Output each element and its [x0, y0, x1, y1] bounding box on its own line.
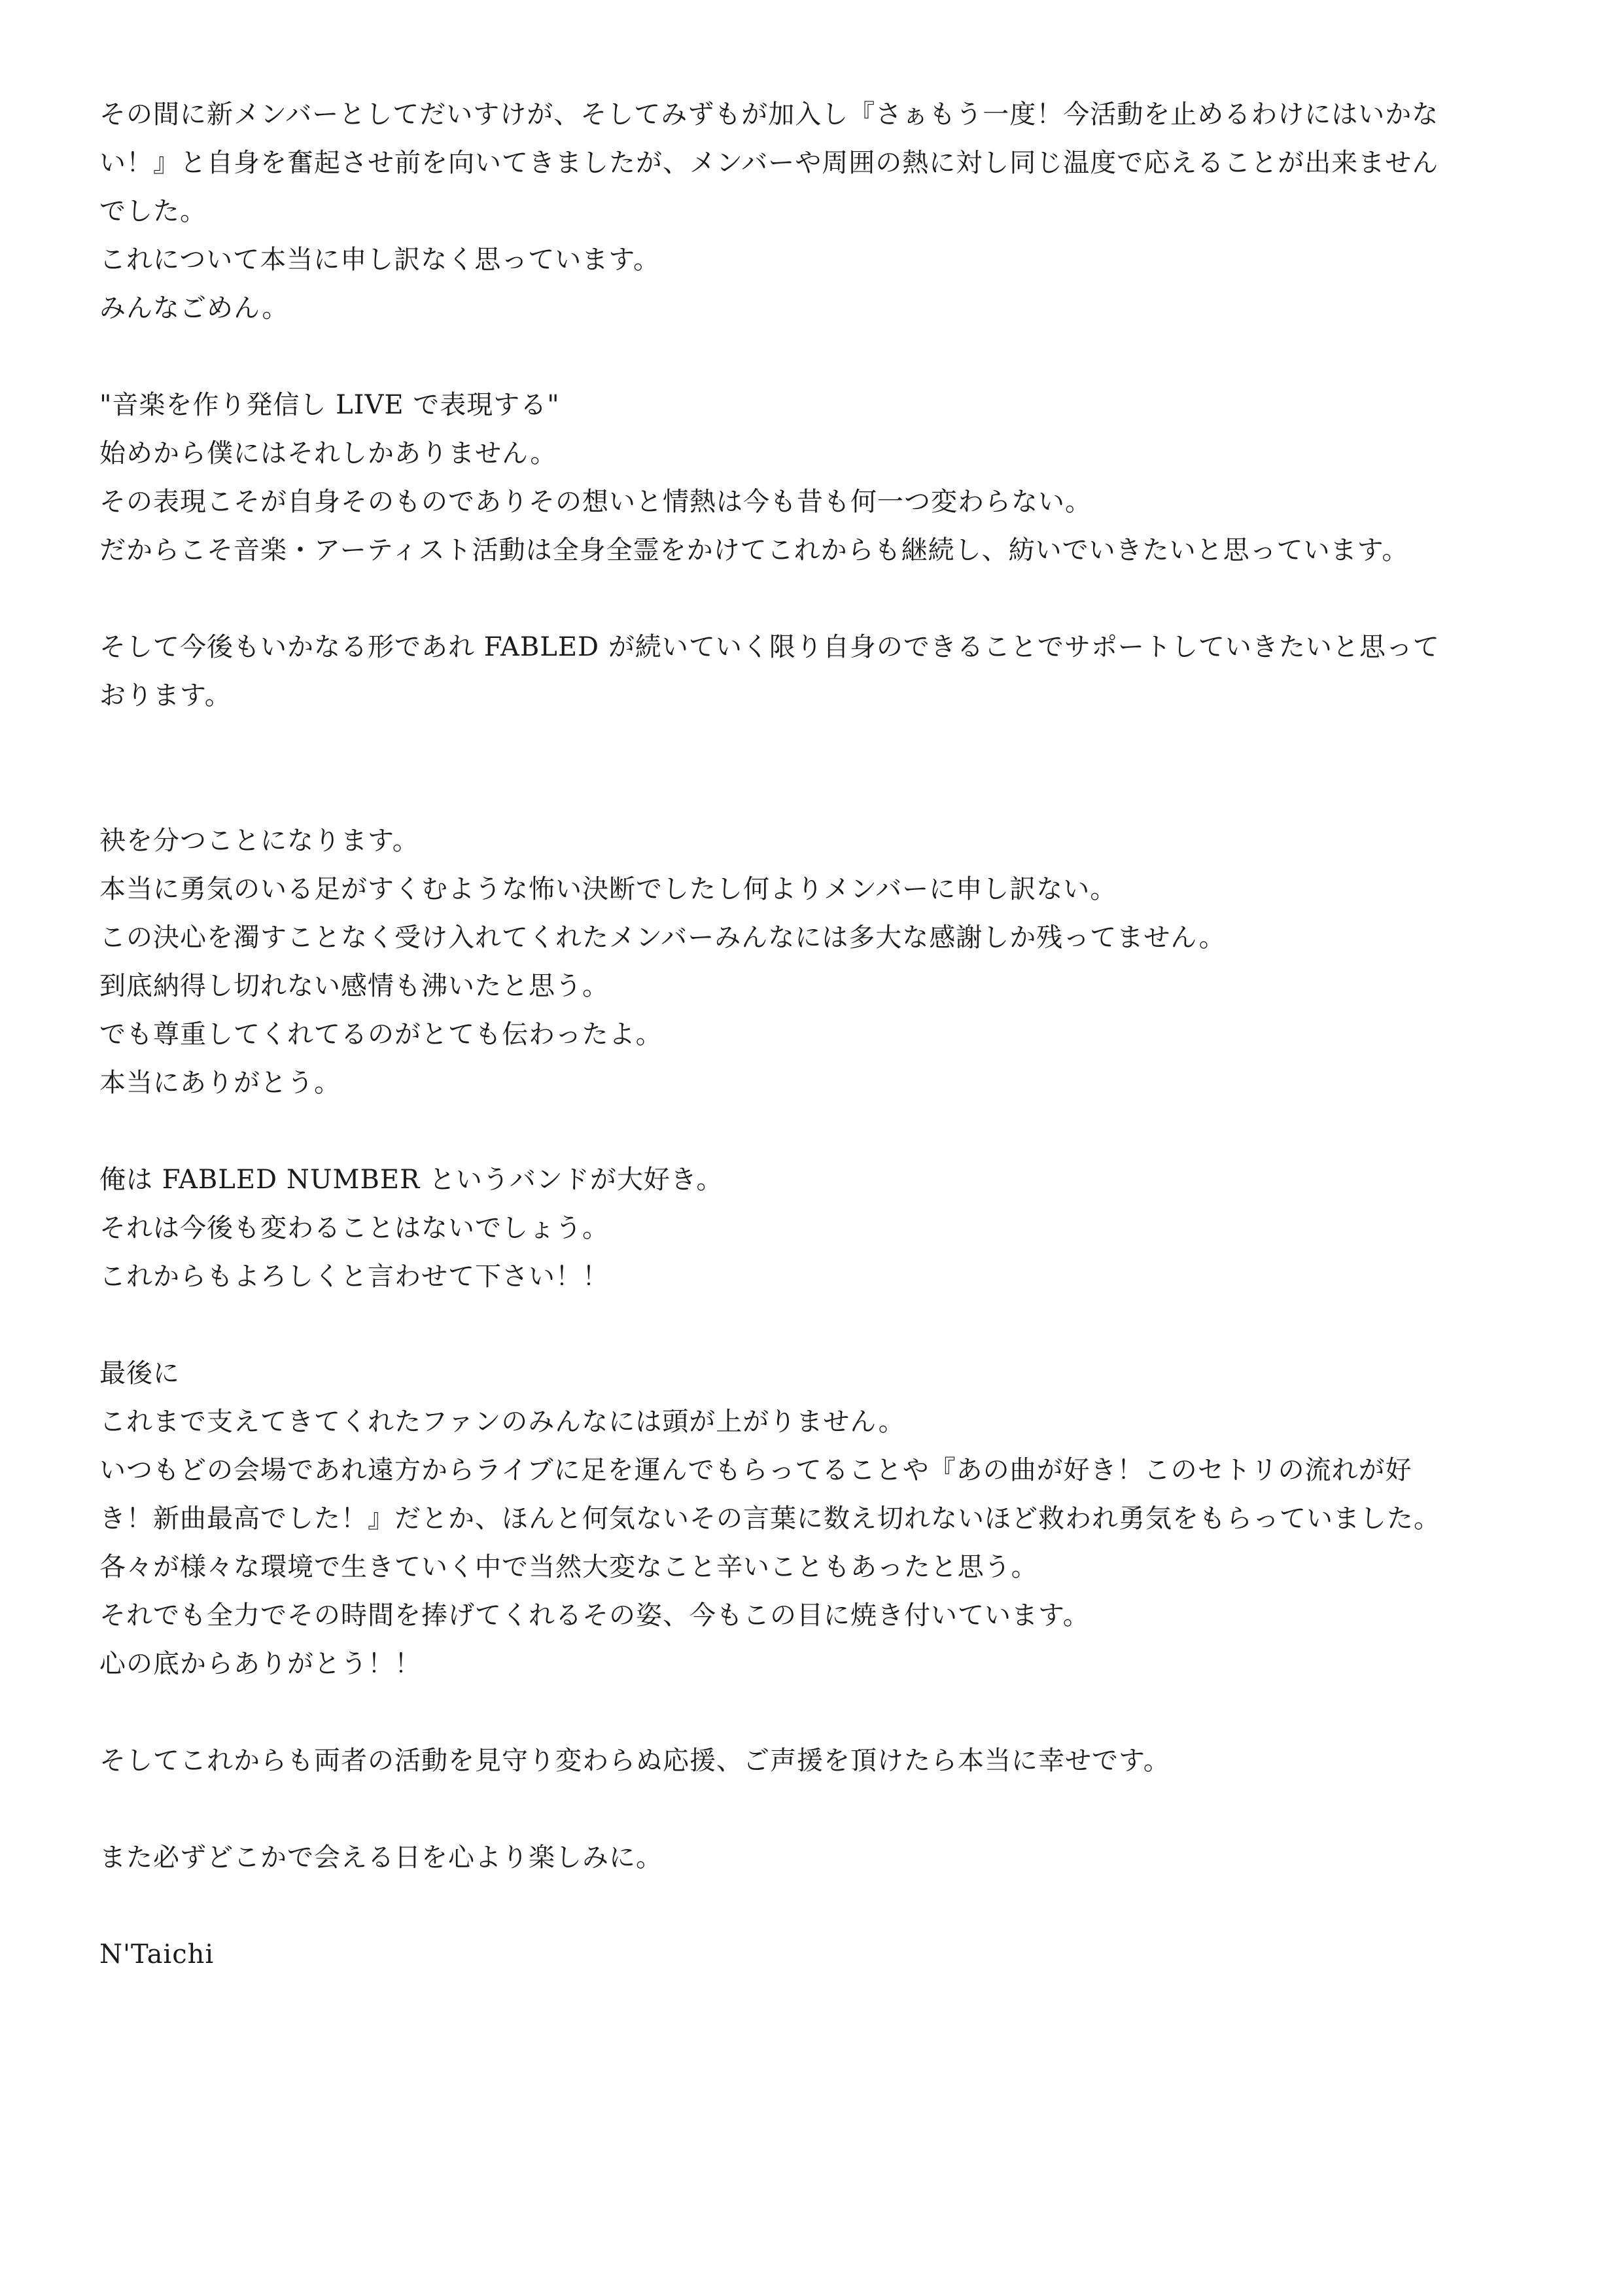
paragraph-gap: [99, 768, 1526, 817]
signature: N'Taichi: [99, 1939, 215, 1969]
paragraph-gap: [99, 1301, 1526, 1349]
paragraph-6-line-4: き！新曲最高でした！』だとか、ほんと何気ないその言葉に数え切れないほど救われ勇気をもらっていました。: [99, 1504, 1440, 1534]
paragraph-4-line-2: 本当に勇気のいる足がすくむような怖い決断でしたし何よりメンバーに申し訳ない。: [99, 874, 1117, 904]
paragraph-2-line-1: "音楽を作り発信し LIVE で表現する": [99, 390, 560, 420]
paragraph-gap: [99, 332, 1526, 381]
paragraph-6-line-2: これまで支えてきてくれたファンのみんなには頭が上がりません。: [99, 1407, 905, 1437]
paragraph-1-line-1: その間に新メンバーとしてだいすけが、そしてみずもが加入し『さぁもう一度！今活動を止めるわけにはいかな: [99, 99, 1439, 130]
paragraph-1-line-5: みんなごめん。: [99, 293, 289, 323]
paragraph-1-line-3: でした。: [99, 196, 207, 226]
paragraph-4-line-5: でも尊重してくれてるのがとても伝わったよ。: [99, 1019, 663, 1050]
paragraph-6-line-7: 心の底からありがとう！！: [99, 1649, 421, 1679]
paragraph-6-line-1: 最後に: [99, 1358, 180, 1388]
paragraph-7-line-1: そしてこれからも両者の活動を見守り変わらぬ応援、ご声援を頂けたら本当に幸せです。: [99, 1746, 1170, 1776]
paragraph-4-line-3: この決心を濁すことなく受け入れてくれたメンバーみんなには多大な感謝しか残ってません。: [99, 923, 1226, 953]
paragraph-gap: [99, 1785, 1526, 1833]
paragraph-5-line-1: 俺は FABLED NUMBER というバンドが大好き。: [99, 1165, 724, 1195]
paragraph-4-line-1: 袂を分つことになります。: [99, 826, 419, 856]
paragraph-gap: [99, 1688, 1526, 1737]
paragraph-8-line-1: また必ずどこかで会える日を心より楽しみに。: [99, 1843, 663, 1873]
paragraph-2-line-3: その表現こそが自身そのものでありその想いと情熱は今も昔も何一つ変わらない。: [99, 487, 1092, 517]
paragraph-5-line-3: これからもよろしくと言わせて下さい！！: [99, 1262, 609, 1292]
paragraph-1-line-2: い！』と自身を奮起させ前を向いてきましたが、メンバーや周囲の熱に対し同じ温度で応えることが出来ません: [99, 148, 1439, 178]
paragraph-6-line-3: いつもどの会場であれ遠方からライブに足を運んでもらってることや『あの曲が好き！このセトリの流れが好: [99, 1455, 1412, 1485]
paragraph-gap: [99, 1882, 1526, 1930]
paragraph-4-line-4: 到底納得し切れない感情も沸いたと思う。: [99, 971, 609, 1001]
paragraph-gap: [99, 1107, 1526, 1156]
letter-body: [99, 90, 1526, 1979]
paragraph-2-line-4: だからこそ音楽・アーティスト活動は全身全霊をかけてこれからも継続し、紡いでいきたいと思っています。: [99, 535, 1409, 565]
paragraph-gap: [99, 720, 1526, 768]
paragraph-3-line-2: おります。: [99, 680, 232, 711]
paragraph-6-line-5: 各々が様々な環境で生きていく中で当然大変なこと辛いこともあったと思う。: [99, 1552, 1038, 1582]
paragraph-3-line-1: そして今後もいかなる形であれ FABLED が続いていく限り自身のできることでサポートしていきたいと思って: [99, 632, 1440, 662]
paragraph-5-line-2: それは今後も変わることはないでしょう。: [99, 1213, 609, 1243]
paragraph-1-line-4: これについて本当に申し訳なく思っています。: [99, 245, 660, 275]
paragraph-6-line-6: それでも全力でその時間を捧げてくれるその姿、今もこの目に焼き付いています。: [99, 1600, 1090, 1631]
paragraph-2-line-2: 始めから僕にはそれしかありません。: [99, 438, 557, 468]
paragraph-gap: [99, 574, 1526, 623]
paragraph-4-line-6: 本当にありがとう。: [99, 1068, 341, 1098]
